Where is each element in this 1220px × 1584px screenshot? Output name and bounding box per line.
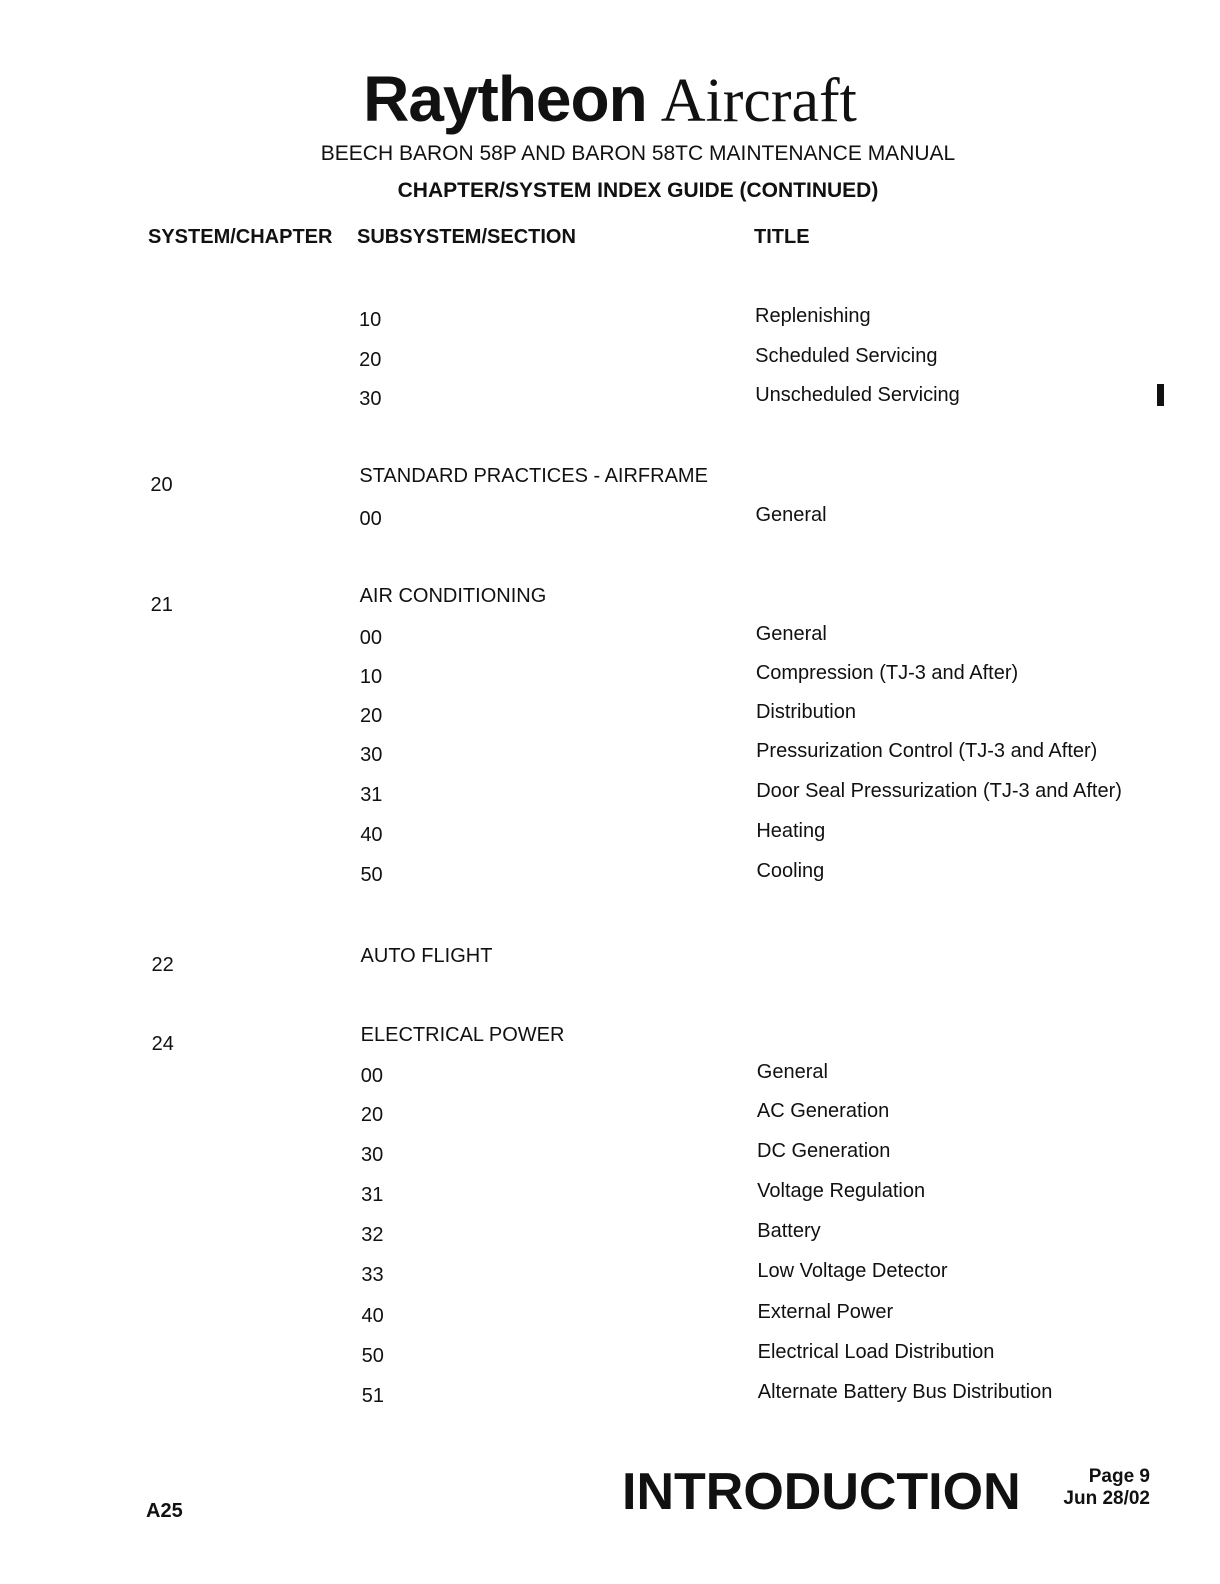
row-section: 51 xyxy=(361,1385,384,1407)
row-section: 10 xyxy=(359,309,382,331)
row-title: Door Seal Pressurization (TJ-3 and After) xyxy=(756,780,1122,802)
row-title: DC Generation xyxy=(757,1140,891,1162)
row-title: Cooling xyxy=(756,860,825,882)
row-title: Battery xyxy=(757,1220,821,1242)
row-title: Low Voltage Detector xyxy=(757,1260,948,1282)
row-section: 33 xyxy=(361,1264,384,1286)
row-title: Distribution xyxy=(755,701,856,723)
brand-name-bold: Raytheon xyxy=(363,63,647,135)
row-section: 30 xyxy=(360,744,383,766)
footer-section-name: INTRODUCTION xyxy=(622,1463,1021,1521)
row-section: 31 xyxy=(361,1184,384,1206)
brand-name-serif: Aircraft xyxy=(660,67,857,135)
row-title: Electrical Load Distribution xyxy=(757,1341,995,1363)
row-title: Compression (TJ-3 and After) xyxy=(755,662,1019,684)
row-title: Unscheduled Servicing xyxy=(755,384,960,406)
footer-page-info xyxy=(1020,1466,1150,1510)
row-title: Pressurization Control (TJ-3 and After) xyxy=(756,740,1098,762)
row-system-name: STANDARD PRACTICES - AIRFRAME xyxy=(359,465,708,487)
manual-subtitle: BEECH BARON 58P AND BARON 58TC MAINTENANCE MANUAL xyxy=(320,142,956,165)
row-section: 40 xyxy=(361,1305,384,1327)
row-section: 50 xyxy=(360,864,383,886)
row-chapter: 24 xyxy=(151,1033,174,1055)
row-section: 31 xyxy=(360,784,383,806)
row-title: Alternate Battery Bus Distribution xyxy=(757,1381,1053,1403)
footer-page-number: Page 9 xyxy=(1088,1466,1150,1487)
row-title: Voltage Regulation xyxy=(757,1180,926,1202)
row-section: 20 xyxy=(359,349,382,371)
change-bar xyxy=(1157,384,1164,406)
footer-date: Jun 28/02 xyxy=(1063,1488,1150,1509)
row-title: General xyxy=(756,1061,828,1083)
row-section: 50 xyxy=(361,1345,384,1367)
row-section: 20 xyxy=(359,705,383,727)
row-section: 30 xyxy=(361,1144,384,1166)
row-chapter: 22 xyxy=(151,954,174,976)
column-header-system-chapter: SYSTEM/CHAPTER xyxy=(148,226,333,248)
row-system-name: AUTO FLIGHT xyxy=(360,945,493,967)
row-title: External Power xyxy=(757,1301,894,1323)
brand-logo xyxy=(0,62,1220,137)
index-title: CHAPTER/SYSTEM INDEX GUIDE (CONTINUED) xyxy=(397,179,879,202)
row-section: 10 xyxy=(359,666,383,688)
row-system-name: ELECTRICAL POWER xyxy=(360,1024,565,1046)
row-title: Replenishing xyxy=(755,305,871,327)
column-header-title: TITLE xyxy=(754,226,810,248)
row-title: General xyxy=(755,623,827,645)
row-system-name: AIR CONDITIONING xyxy=(359,585,547,607)
row-chapter: 20 xyxy=(150,474,173,496)
column-header-subsystem-section: SUBSYSTEM/SECTION xyxy=(357,226,576,248)
row-section: 20 xyxy=(360,1104,384,1126)
row-section: 32 xyxy=(361,1224,384,1246)
row-title: Scheduled Servicing xyxy=(755,345,938,367)
row-section: 00 xyxy=(359,508,382,530)
row-section: 40 xyxy=(360,824,383,846)
row-title: General xyxy=(755,504,827,526)
footer-code: A25 xyxy=(146,1500,183,1522)
row-title: Heating xyxy=(756,820,826,842)
row-section: 30 xyxy=(359,388,382,410)
row-title: AC Generation xyxy=(756,1100,890,1122)
row-section: 00 xyxy=(360,1065,384,1087)
row-section: 00 xyxy=(359,627,382,649)
row-chapter: 21 xyxy=(150,594,173,616)
